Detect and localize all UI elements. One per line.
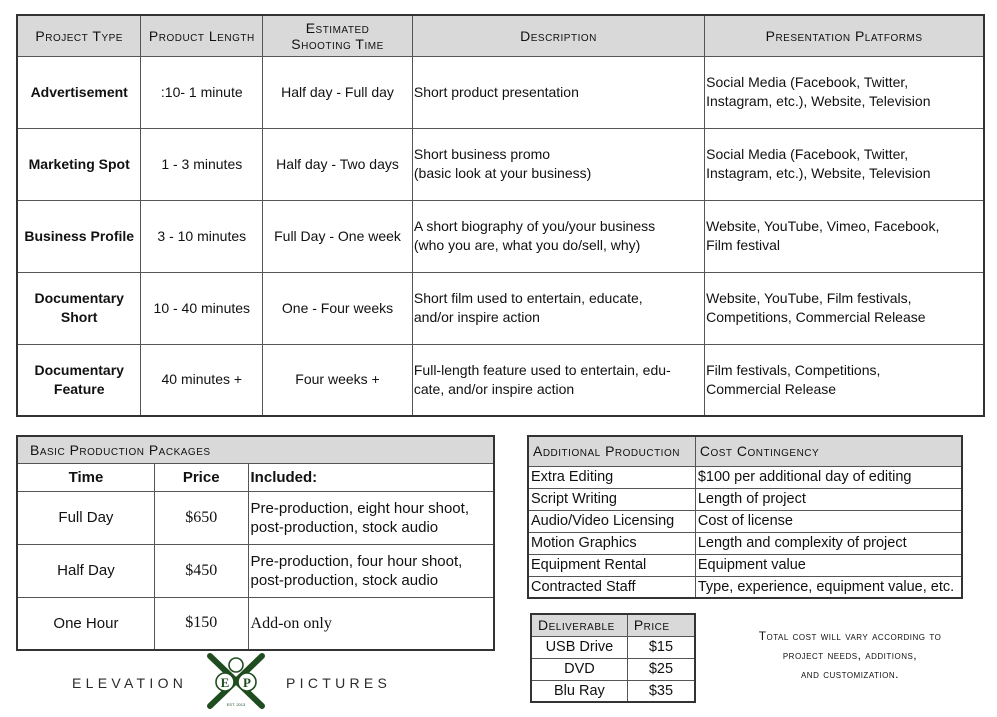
included-line2: post-production, stock audio: [250, 571, 439, 589]
packages-table: [16, 435, 495, 651]
desc-line2: and/or inspire action: [413, 309, 540, 325]
header-platforms: Presentation Platforms: [705, 15, 984, 56]
table-row: [17, 544, 494, 597]
cell-platforms: [705, 272, 984, 344]
cell-platforms: [705, 56, 984, 128]
header-deliverable-price: Price: [627, 614, 695, 636]
header-time: Time: [17, 463, 154, 491]
cell-shooting: Half day - Two days: [263, 128, 413, 200]
deliverable-price: $35: [627, 680, 695, 702]
desc-line2: (basic look at your business): [413, 165, 592, 181]
table-row: [531, 680, 695, 702]
package-time: Full Day: [17, 491, 154, 544]
additional-header-row: [528, 436, 962, 466]
cell-project-type: [17, 344, 141, 416]
additional-item: Audio/Video Licensing: [528, 510, 695, 532]
plat-line2: Instagram, etc.), Website, Television: [706, 93, 931, 109]
header-included: Included:: [248, 463, 494, 491]
additional-item: Contracted Staff: [528, 576, 695, 598]
header-product-length: Product Length: [141, 15, 263, 56]
header-shooting-time: [263, 15, 413, 56]
packages-title: Basic Production Packages: [17, 436, 494, 463]
additional-item: Script Writing: [528, 488, 695, 510]
table-row: [17, 128, 984, 200]
deliverable-item: USB Drive: [531, 636, 627, 658]
packages-title-row: [17, 436, 494, 463]
deliverable-item: Blu Ray: [531, 680, 627, 702]
desc-line2: (who you are, what you do/sell, why): [413, 237, 641, 253]
package-included: [248, 544, 494, 597]
table-row: [17, 344, 984, 416]
deliverable-item: DVD: [531, 658, 627, 680]
desc-line1: A short biography of you/your business: [413, 218, 656, 234]
table-row: [17, 597, 494, 650]
cell-platforms: [705, 344, 984, 416]
logo-mark-e: E: [220, 675, 230, 690]
included-line2: post-production, stock audio: [250, 518, 439, 536]
package-included: [248, 491, 494, 544]
desc-line1: Short film used to entertain, educate,: [413, 290, 643, 306]
additional-cost: Cost of license: [695, 510, 962, 532]
cost-note: [722, 627, 978, 684]
cell-length: :10- 1 minute: [141, 56, 263, 128]
header-price: Price: [154, 463, 248, 491]
additional-cost: Length of project: [695, 488, 962, 510]
table-row: [17, 56, 984, 128]
additional-cost: $100 per additional day of editing: [695, 466, 962, 488]
additional-item: Equipment Rental: [528, 554, 695, 576]
header-project-type: Project Type: [17, 15, 141, 56]
cell-project-type: [17, 56, 141, 128]
plat-line2: Competitions, Commercial Release: [706, 309, 926, 325]
cell-shooting: Half day - Full day: [263, 56, 413, 128]
table-row: [531, 636, 695, 658]
included-line1: Pre-production, eight hour shoot,: [250, 499, 469, 517]
package-included: [248, 597, 494, 650]
deliverables-table: [530, 613, 696, 703]
header-additional-production: Additional Production: [528, 436, 695, 466]
table-row: [17, 272, 984, 344]
project-types-table: [16, 14, 985, 417]
logo-word-pictures: PICTURES: [286, 675, 392, 691]
additional-cost: Equipment value: [695, 554, 962, 576]
desc-line1: Short product presentation: [413, 83, 579, 100]
note-line1: Total cost will vary according to: [758, 629, 942, 643]
cell-description: [412, 344, 704, 416]
cell-platforms: [705, 128, 984, 200]
plat-line1: Social Media (Facebook, Twitter,: [706, 146, 909, 162]
cell-length: 1 - 3 minutes: [141, 128, 263, 200]
table-row: [528, 488, 962, 510]
plat-line1: Film festivals, Competitions,: [706, 361, 881, 378]
plat-line1: Social Media (Facebook, Twitter,: [706, 74, 909, 90]
type-line1: Advertisement: [30, 83, 128, 100]
desc-line1: Short business promo: [413, 146, 551, 162]
cell-description: [412, 272, 704, 344]
type-line1: Marketing Spot: [28, 155, 130, 172]
cell-description: [412, 200, 704, 272]
cell-description: [412, 56, 704, 128]
header-description: Description: [412, 15, 704, 56]
cell-shooting: Full Day - One week: [263, 200, 413, 272]
package-price: $650: [154, 491, 248, 544]
table-row: [528, 466, 962, 488]
additional-item: Extra Editing: [528, 466, 695, 488]
type-line1: Business Profile: [24, 227, 135, 244]
logo-est: EST. 2013: [226, 702, 246, 707]
cell-platforms: [705, 200, 984, 272]
deliverable-price: $25: [627, 658, 695, 680]
plat-line2: Instagram, etc.), Website, Television: [706, 165, 931, 181]
table-row: [531, 658, 695, 680]
table-row: [528, 554, 962, 576]
table-row: [528, 532, 962, 554]
cell-description: [412, 128, 704, 200]
header-deliverable: Deliverable: [531, 614, 627, 636]
note-line2: project needs, additions,: [782, 648, 918, 662]
table-row: [17, 200, 984, 272]
type-line2: Feature: [53, 380, 105, 397]
cell-length: 10 - 40 minutes: [141, 272, 263, 344]
elevation-pictures-logo: [70, 652, 400, 710]
table-row: [528, 576, 962, 598]
cell-shooting: One - Four weeks: [263, 272, 413, 344]
table-row: [17, 491, 494, 544]
type-line1: Documentary: [34, 361, 124, 378]
cell-length: 40 minutes +: [141, 344, 263, 416]
packages-header-row: [17, 463, 494, 491]
logo-mark-icon: [206, 652, 266, 710]
additional-item: Motion Graphics: [528, 532, 695, 554]
plat-line2: Film festival: [706, 237, 781, 253]
package-price: $150: [154, 597, 248, 650]
note-line3: and customization.: [800, 667, 900, 681]
cell-project-type: [17, 272, 141, 344]
header-cost-contingency: Cost Contingency: [695, 436, 962, 466]
additional-cost: Length and complexity of project: [695, 532, 962, 554]
included-line1: Add-on only: [250, 614, 332, 632]
desc-line1: Full-length feature used to entertain, edu-: [413, 361, 671, 378]
desc-line2: cate, and/or inspire action: [413, 380, 575, 397]
type-line2: Short: [60, 309, 98, 325]
cell-length: 3 - 10 minutes: [141, 200, 263, 272]
deliverables-header-row: [531, 614, 695, 636]
plat-line1: Website, YouTube, Film festivals,: [706, 290, 912, 306]
logo-word-elevation: ELEVATION: [72, 675, 188, 691]
package-time: Half Day: [17, 544, 154, 597]
plat-line2: Commercial Release: [706, 380, 837, 397]
cell-shooting: Four weeks +: [263, 344, 413, 416]
table-row: [528, 510, 962, 532]
cell-project-type: [17, 128, 141, 200]
type-line1: Documentary: [34, 290, 124, 306]
deliverable-price: $15: [627, 636, 695, 658]
table-header-row: [17, 15, 984, 56]
cell-project-type: [17, 200, 141, 272]
package-time: One Hour: [17, 597, 154, 650]
header-shooting-line2: Shooting Time: [291, 35, 384, 52]
plat-line1: Website, YouTube, Vimeo, Facebook,: [706, 218, 940, 234]
logo-mark-p: P: [243, 675, 251, 690]
additional-production-table: [527, 435, 963, 599]
included-line1: Pre-production, four hour shoot,: [250, 552, 463, 570]
additional-cost: Type, experience, equipment value, etc.: [695, 576, 962, 598]
header-shooting-line1: Estimated: [305, 19, 370, 36]
package-price: $450: [154, 544, 248, 597]
